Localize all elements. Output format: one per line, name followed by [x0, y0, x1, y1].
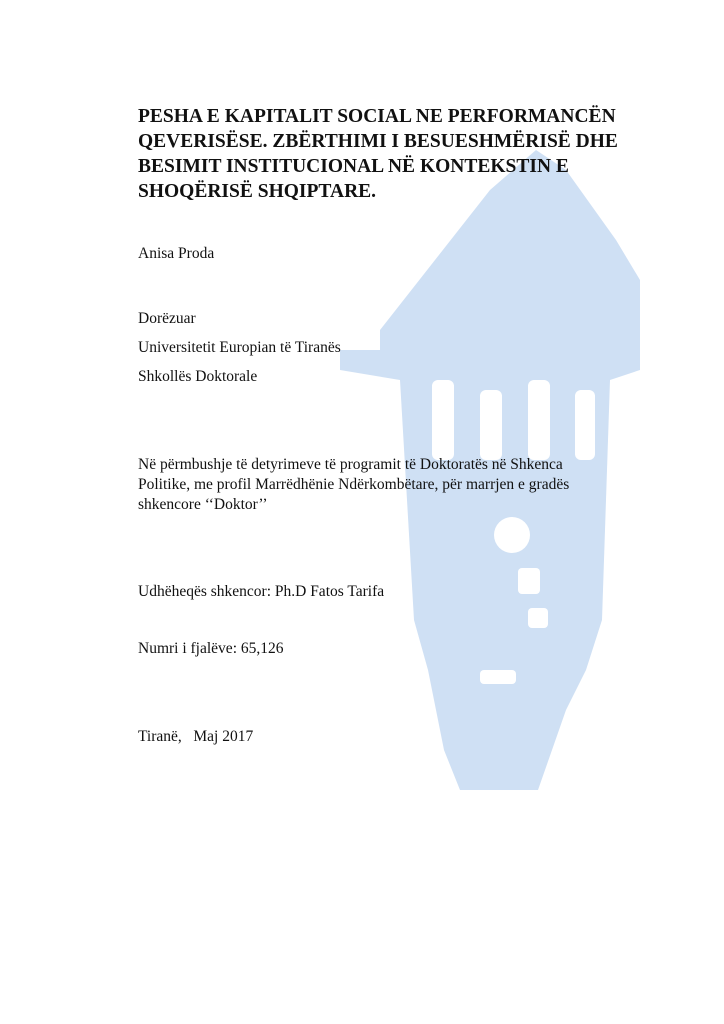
fulfillment-line: Në përmbushje të detyrimeve të programit të Doktoratës në Shkenca: [138, 456, 563, 473]
submitted-label: Dorëzuar: [138, 310, 196, 327]
fulfillment-statement: [138, 455, 628, 515]
thesis-title: [138, 104, 638, 204]
thesis-title-line: PESHA E KAPITALIT SOCIAL NE PERFORMANCËN: [138, 106, 616, 127]
thesis-title-line: SHOQËRISË SHQIPTARE.: [138, 181, 377, 202]
author-name: Anisa Proda: [138, 245, 215, 262]
school-name: Shkollës Doktorale: [138, 368, 258, 385]
place-and-date: Tiranë, Maj 2017: [138, 728, 254, 745]
thesis-title-line: BESIMIT INSTITUCIONAL NË KONTEKSTIN E: [138, 156, 569, 177]
supervisor: Udhëheqës shkencor: Ph.D Fatos Tarifa: [138, 583, 385, 600]
thesis-title-line: QEVERISËSE. ZBËRTHIMI I BESUESHMËRISË DHE: [138, 131, 618, 152]
university-name: Universitetit Europian të Tiranës: [138, 339, 341, 356]
fulfillment-line: shkencore ‘‘Doktor’’: [138, 496, 268, 513]
word-count: Numri i fjalëve: 65,126: [138, 640, 284, 657]
fulfillment-line: Politike, me profil Marrëdhënie Ndërkombëtare, për marrjen e gradës: [138, 476, 570, 493]
